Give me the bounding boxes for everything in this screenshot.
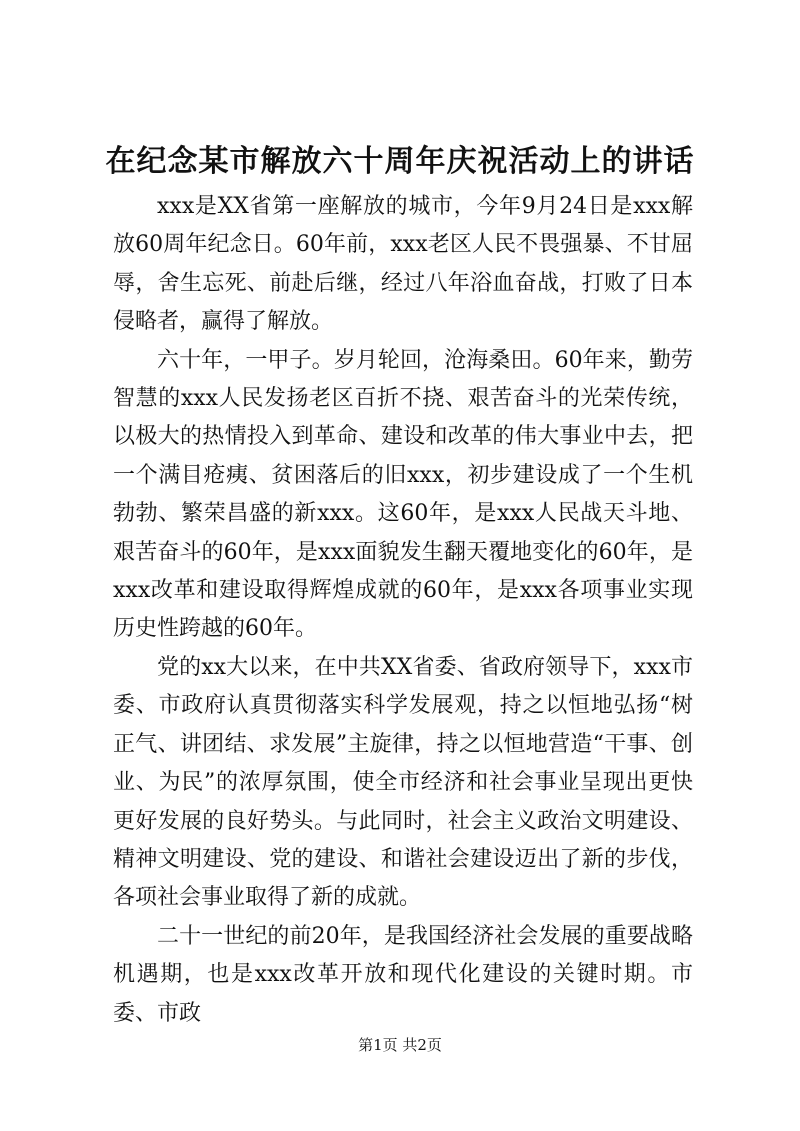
document-body (113, 188, 693, 1033)
paragraph-2: 六十年，一甲子。岁月轮回，沧海桑田。60年来，勤劳智慧的xxx人民发扬老区百折不挠、艰苦奋斗的光荣传统，以极大的热情投入到革命、建设和改革的伟大事业中去，把一个满目疮痍、贫困落后的旧xxx，初步建设成了一个生机勃勃、繁荣昌盛的新xxx。这60年，是xxx人民战天斗地、艰苦奋斗的60年，是xxx面貌发生翻天覆地变化的60年，是xxx改革和建设取得辉煌成就的60年，是xxx各项事业实现历史性跨越的60年。 (113, 347, 693, 642)
paragraph-4: 二十一世纪的前20年，是我国经济社会发展的重要战略机遇期，也是xxx改革开放和现代化建设的关键时期。市委、市政 (113, 923, 693, 1026)
paragraph-3: 党的xx大以来，在中共XX省委、省政府领导下，xxx市委、市政府认真贯彻落实科学发展观，持之以恒地弘扬“树正气、讲团结、求发展”主旋律，持之以恒地营造“干事、创业、为民”的浓厚氛围，使全市经济和社会事业呈现出更快更好发展的良好势头。与此同时，社会主义政治文明建设、精神文明建设、党的建设、和谐社会建设迈出了新的步伐，各项社会事业取得了新的成就。 (113, 654, 693, 911)
page-number-footer: 第1页 共2页 (358, 1036, 442, 1054)
document-title: 在纪念某市解放六十周年庆祝活动上的讲话 (105, 144, 695, 179)
paragraph-1: xxx是XX省第一座解放的城市，今年9月24日是xxx解放60周年纪念日。60年前，xxx老区人民不畏强暴、不甘屈辱，舍生忘死、前赴后继，经过八年浴血奋战，打败了日本侵略者，赢得了解放。 (113, 194, 693, 335)
